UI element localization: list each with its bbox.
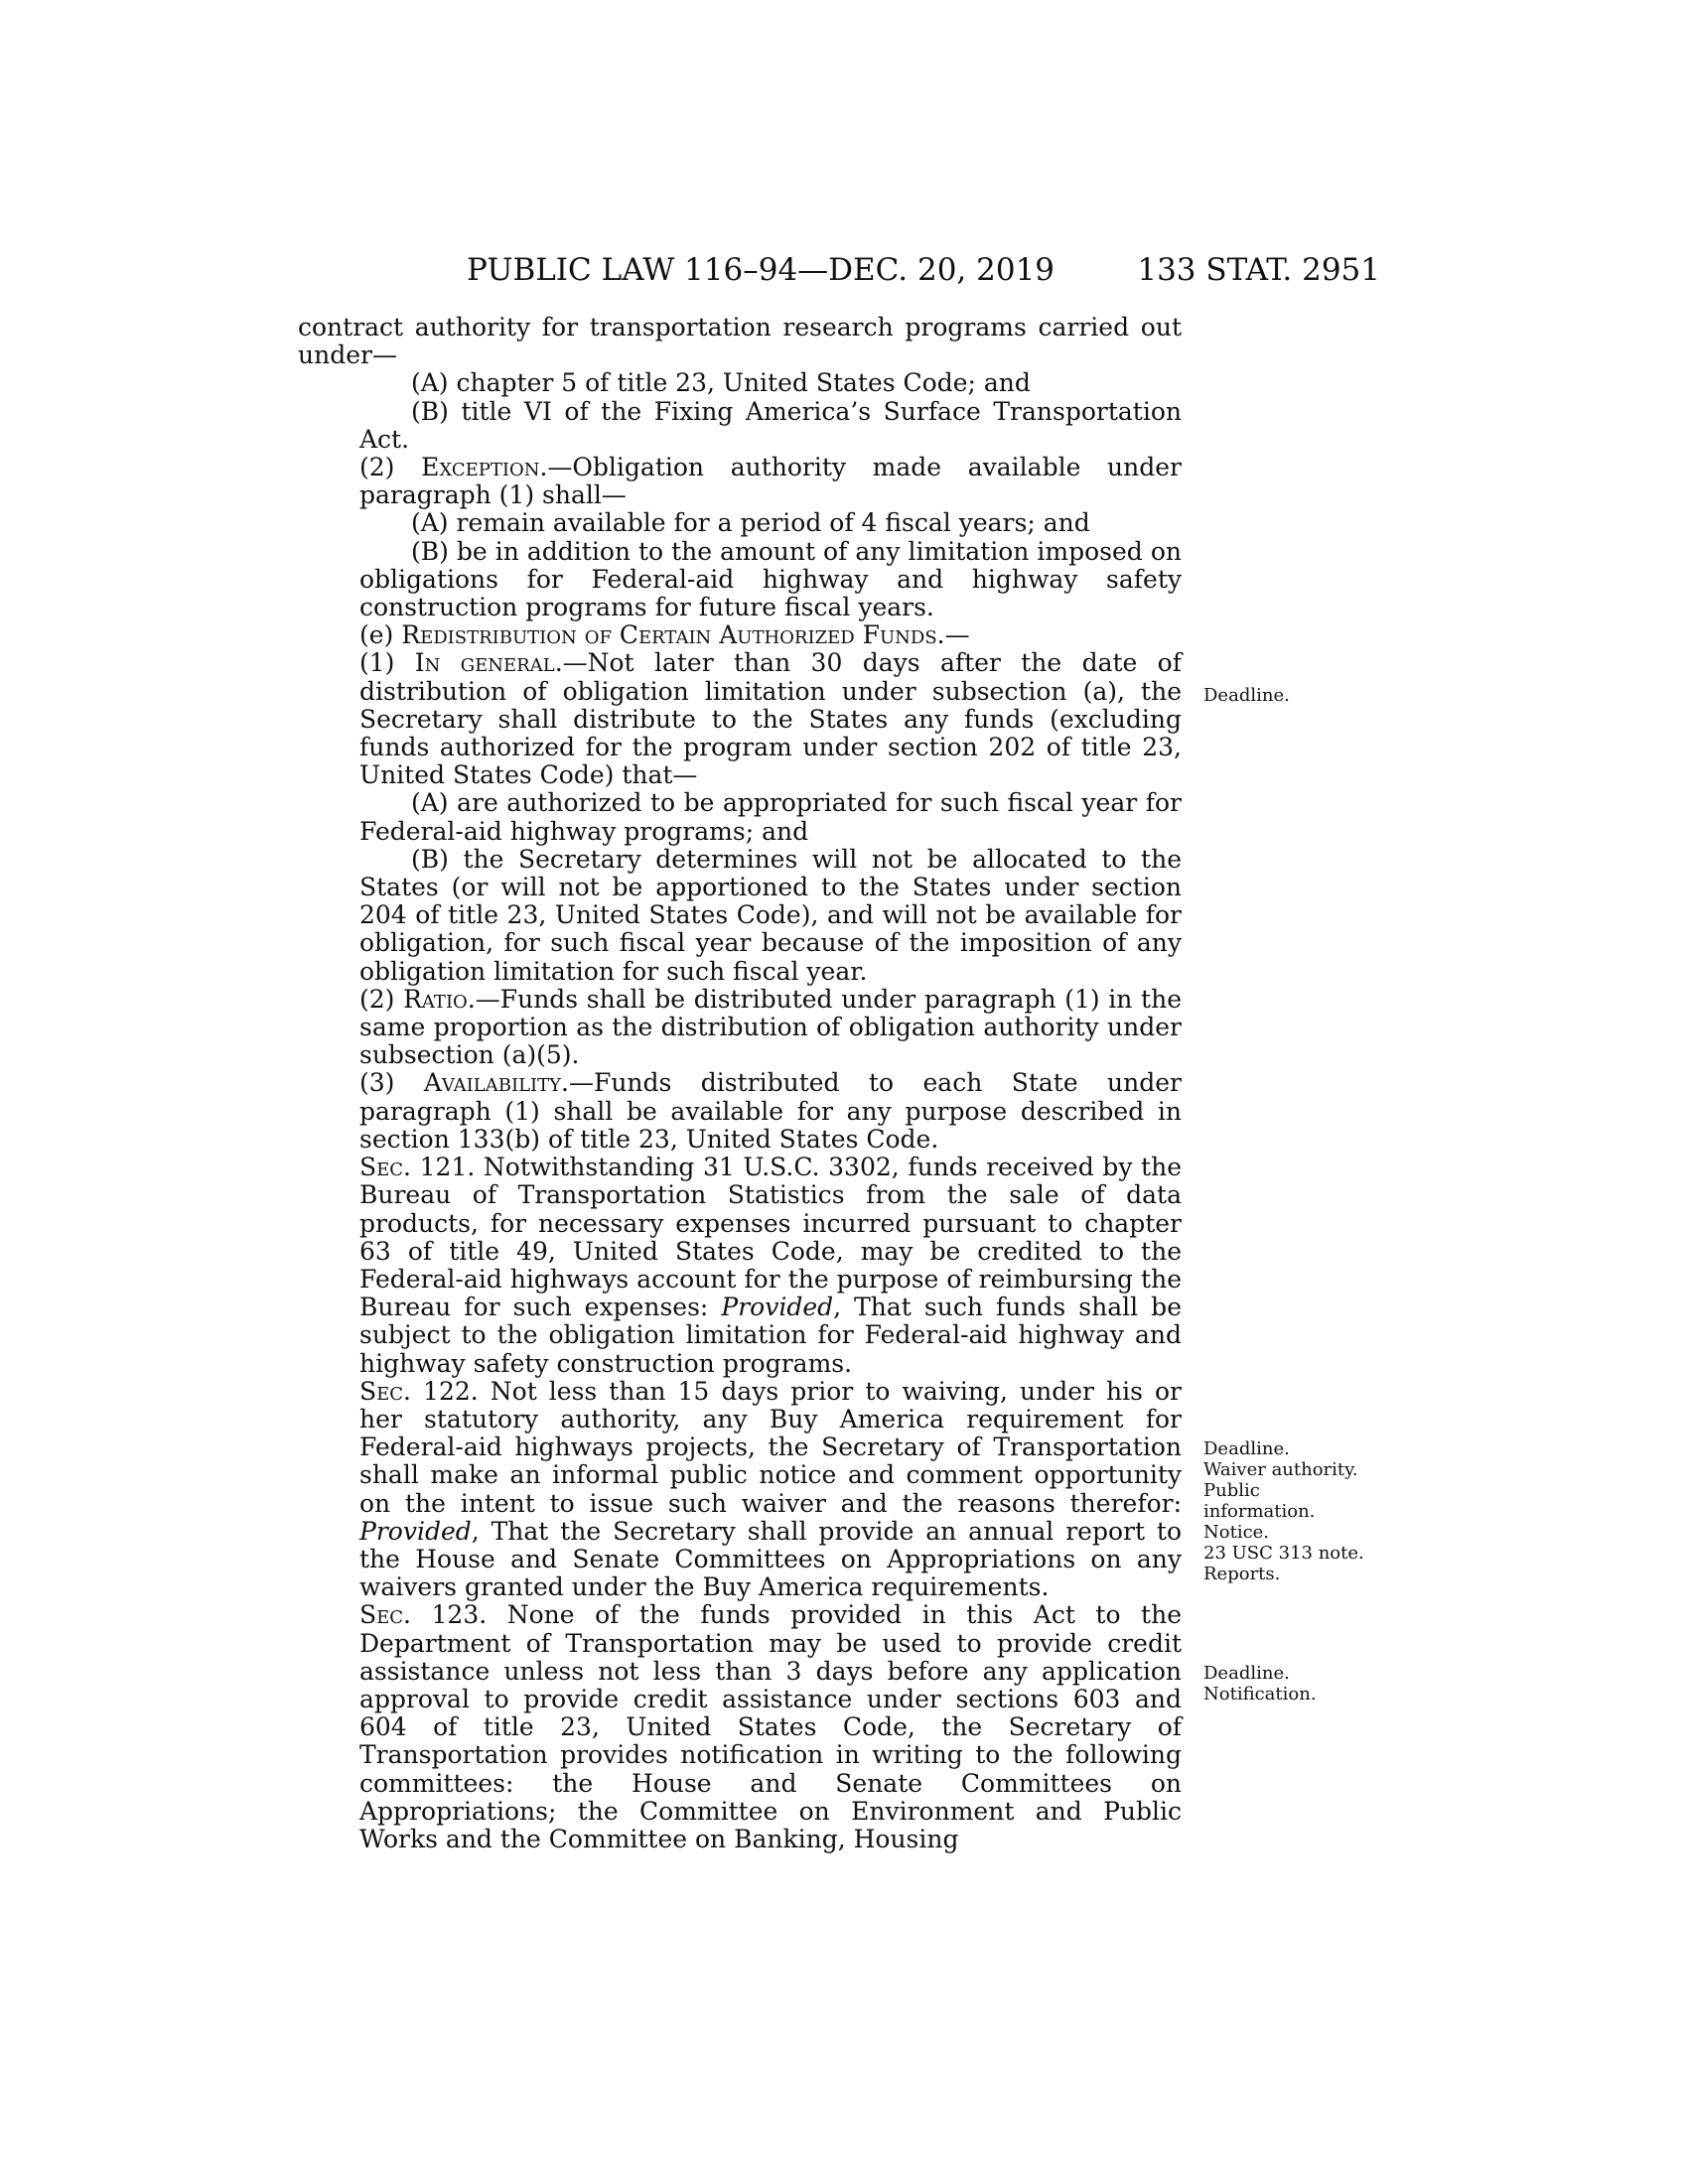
paragraph-e1-in-general: (1) In general.—Not later than 30 days after the date of distribution of obligation limitation under subsection (a), the Secretary shall distribute to the States any funds (excluding funds authorized for the program under section 202 of title 23, United States Code) that— [359, 648, 1182, 790]
paragraph-d2-exception: (2) Exception.—Obligation authority made available under paragraph (1) shall— [359, 453, 1182, 510]
clause-d2-b: (B) be in addition to the amount of any limitation imposed on obligations for Federal-aid highway and highway safety construction programs for future fiscal years. [359, 536, 1182, 622]
paragraph-continuation: contract authority for transportation research programs carried out under— [298, 313, 1182, 370]
stat-page-number: 133 STAT. 2951 [1137, 252, 1380, 288]
margin-note-deadline: Deadline. [1203, 685, 1290, 706]
paragraph-e2-ratio: (2) Ratio.—Funds shall be distributed under paragraph (1) in the same proportion as the distribution of obligation authority under subsection (a)(5). [359, 984, 1183, 1070]
clause-e1-b: (B) the Secretary determines will not be allocated to the States (or will not be apportioned to the States under section 204 of title 23, United States Code), and will not be available for obligation, for such fiscal year because of the imposition of any obligation limitation for such fiscal year. [359, 844, 1182, 986]
section-122: Sec. 122. Not less than 15 days prior to waiving, under his or her statutory authority, any Buy America requirement for Federal-aid highways projects, the Secretary of Transportation shall make an informal public notice and comment opportunity on the intent to issue such waiver and the reasons therefor: Provided, That the Secretary shall provide an annual report to the House and Senate Committees on Appropriations on any waivers granted under the Buy America requirements. [359, 1376, 1182, 1602]
margin-note-section-123: Deadline. Notification. [1203, 1663, 1317, 1705]
margin-note-section-122: Deadline. Waiver authority. Public information. Notice. 23 USC 313 note. Reports. [1203, 1438, 1364, 1584]
running-header [467, 250, 1380, 290]
subsection-e-heading: (e) Redistribution of Certain Authorized Funds.— [359, 620, 970, 650]
clause-d1-b: (B) title VI of the Fixing America’s Surface Transportation Act. [359, 396, 1182, 454]
section-121: Sec. 121. Notwithstanding 31 U.S.C. 3302, funds received by the Bureau of Transportation Statistics from the sale of data products, for necessary expenses incurred pursuant to chapter 63 of title 49, United States Code, may be credited to the Federal-aid highways account for the purpose of reimbursing the Bureau for such expenses: Provided, That such funds shall be subject to the obligation limitation for Federal-aid highway and highway safety construction programs. [359, 1153, 1182, 1378]
clause-d2-a: (A) remain available for a period of 4 fiscal years; and [411, 508, 1090, 538]
clause-e1-a: (A) are authorized to be appropriated for such fiscal year for Federal-aid highway programs; and [359, 788, 1182, 846]
law-citation: PUBLIC LAW 116–94—DEC. 20, 2019 [467, 252, 1055, 288]
section-123: Sec. 123. None of the funds provided in this Act to the Department of Transportation may be used to provide credit assistance unless not less than 3 days before any application approval to provide credit assistance under sections 603 and 604 of title 23, United States Code, the Secretary of Transportation provides notification in writing to the following committees: the House and Senate Committees on Appropriations; the Committee on Environment and Public Works and the Committee on Banking, Housing [359, 1600, 1182, 1853]
statute-body [298, 314, 1182, 1853]
paragraph-e3-availability: (3) Availability.—Funds distributed to each State under paragraph (1) shall be available for any purpose described in section 133(b) of title 23, United States Code. [359, 1068, 1183, 1154]
clause-d1-a: (A) chapter 5 of title 23, United States Code; and [411, 368, 1031, 398]
